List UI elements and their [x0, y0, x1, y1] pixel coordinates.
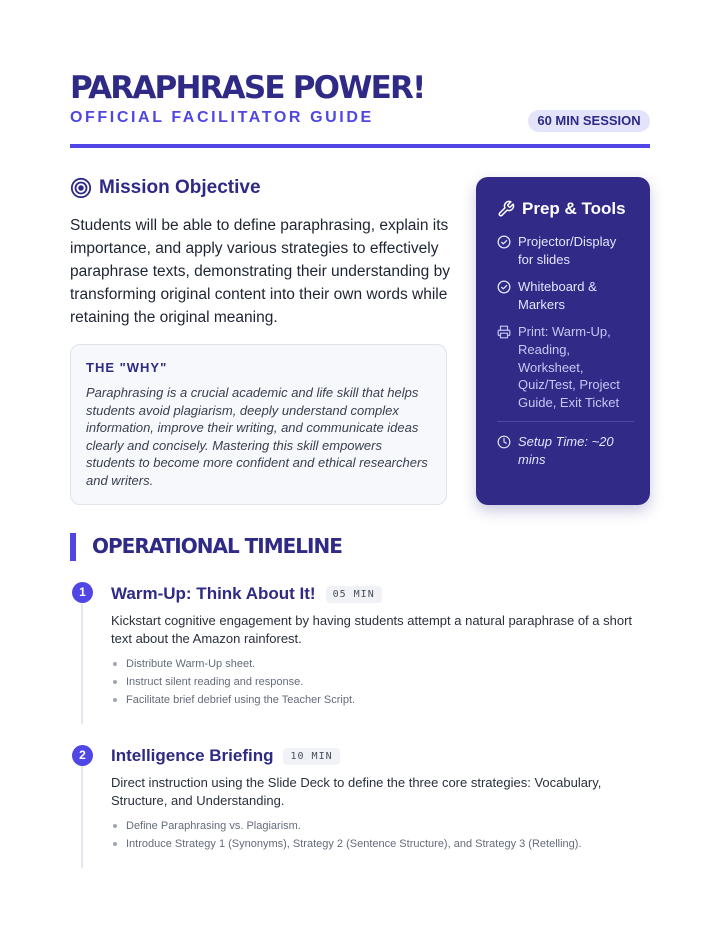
clock-icon: [497, 435, 511, 449]
timeline-line: [81, 604, 83, 724]
page-title: PARAPHRASE POWER!: [70, 70, 425, 106]
why-card: [70, 344, 447, 505]
step-description: Direct instruction using the Slide Deck to define the three core strategies: Vocabulary, Structure, and Understanding.: [111, 775, 602, 808]
setup-time-label: Setup Time: ~20 mins: [518, 434, 614, 467]
session-badge: 60 MIN SESSION: [528, 110, 650, 132]
printer-icon: [497, 325, 511, 339]
step-title: Intelligence Briefing: [111, 746, 274, 765]
why-label: THE "WHY": [86, 360, 168, 375]
prep-divider: [497, 421, 634, 422]
tool-item-label: Whiteboard & Markers: [518, 279, 597, 312]
tool-item: [497, 278, 634, 313]
list-item: Facilitate brief debrief using the Teacher Script.: [111, 691, 651, 709]
list-item: Define Paraphrasing vs. Plagiarism.: [111, 817, 651, 835]
step-title: Warm-Up: Think About It!: [111, 584, 316, 603]
step-number-badge: 1: [72, 582, 93, 603]
objective-heading: [70, 177, 261, 199]
step-description: Kickstart cognitive engagement by having students attempt a natural paraphrase of a short text about the Amazon rainforest.: [111, 613, 633, 646]
timeline-step: [111, 743, 651, 853]
step-bullet-list: [111, 655, 651, 709]
step-heading: [111, 743, 651, 769]
timeline-line: [81, 766, 83, 868]
timeline-title: OPERATIONAL TIMELINE: [92, 534, 342, 558]
tool-item: [497, 323, 634, 411]
objective-title: Mission Objective: [99, 177, 261, 198]
prep-tools-panel: [476, 177, 650, 505]
wrench-icon: [497, 200, 515, 218]
step-number-badge: 2: [72, 745, 93, 766]
check-circle-icon: [497, 280, 511, 294]
setup-time: [497, 433, 634, 468]
header-divider: [70, 144, 650, 148]
why-text: Paraphrasing is a crucial academic and life skill that helps students avoid plagiarism, deeply understand complex information, improve their writing, and communicate ideas clearly and concisely. Mastering this skill empowers students to become more confident and ethical researchers and writers.: [86, 385, 428, 488]
prep-heading: [497, 199, 634, 219]
list-item: Introduce Strategy 1 (Synonyms), Strategy 2 (Sentence Structure), and Strategy 3 (Retelling).: [111, 835, 651, 853]
timeline-accent-bar: [70, 533, 76, 561]
tool-item: [497, 233, 634, 268]
list-item: Instruct silent reading and response.: [111, 673, 651, 691]
objective-text: Students will be able to define paraphrasing, explain its importance, and apply various strategies to effectively paraphrase texts, demonstrating their understanding by transforming original content into their own words while retaining the original meaning.: [70, 217, 450, 326]
prep-title: Prep & Tools: [522, 199, 626, 218]
step-heading: [111, 581, 651, 607]
step-bullet-list: [111, 817, 651, 853]
target-icon: [70, 177, 92, 199]
step-duration-badge: 10 MIN: [283, 748, 339, 765]
list-item: Distribute Warm-Up sheet.: [111, 655, 651, 673]
tool-item-label: Projector/Display for slides: [518, 234, 617, 267]
timeline-step: [111, 581, 651, 709]
check-circle-icon: [497, 235, 511, 249]
tool-item-label: Print: Warm-Up, Reading, Worksheet, Quiz/Test, Project Guide, Exit Ticket: [518, 324, 620, 410]
step-duration-badge: 05 MIN: [326, 586, 382, 603]
page-subtitle: OFFICIAL FACILITATOR GUIDE: [70, 109, 374, 126]
